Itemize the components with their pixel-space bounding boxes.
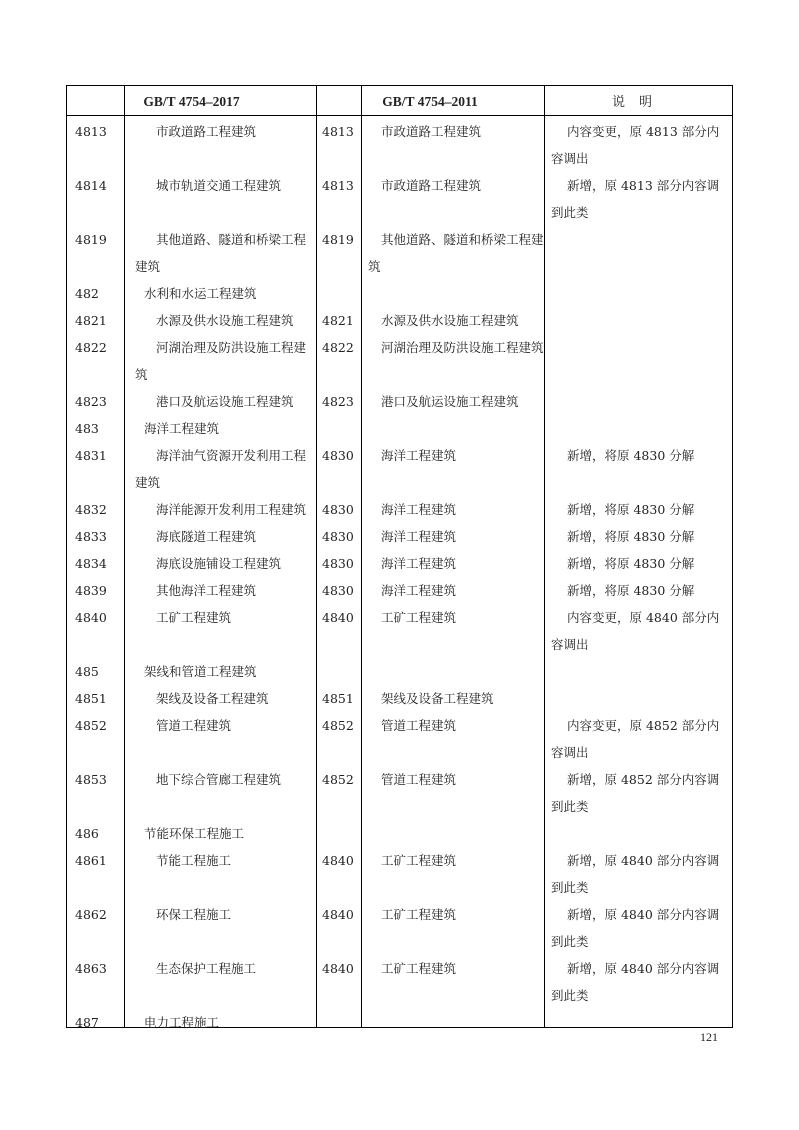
- note-text: 新增，原 4852 部分内容调到此类: [551, 772, 720, 814]
- page-number: 121: [700, 1030, 718, 1044]
- code-2011: 4851: [322, 691, 354, 706]
- name-2017: 地下综合管廊工程建筑: [156, 772, 282, 787]
- name-2011: 管道工程建筑: [381, 718, 457, 733]
- name-2017: 节能环保工程施工: [144, 826, 245, 841]
- note-text: 新增，将原 4830 分解: [567, 583, 695, 598]
- name-2017: 海底设施铺设工程建筑: [156, 556, 282, 571]
- name-2017: 海洋能源开发利用工程建筑: [156, 502, 307, 517]
- code-2017: 4863: [75, 961, 107, 976]
- note-text: 新增，将原 4830 分解: [567, 448, 695, 463]
- code-2017: 486: [75, 826, 99, 841]
- code-2017: 485: [75, 664, 99, 679]
- note-text: 新增，将原 4830 分解: [567, 502, 695, 517]
- note-text: 新增，将原 4830 分解: [567, 529, 695, 544]
- name-2011: 海洋工程建筑: [381, 529, 457, 544]
- name-2011: 工矿工程建筑: [381, 907, 457, 922]
- note-text: 新增，将原 4830 分解: [567, 556, 695, 571]
- code-2011: 4813: [322, 124, 354, 139]
- name-2017: 电力工程施工: [144, 1015, 220, 1030]
- note-text: 新增，原 4840 部分内容调到此类: [551, 961, 720, 1003]
- note-text: 新增，原 4813 部分内容调到此类: [551, 178, 720, 220]
- header-gb2017: GB/T 4754–2017: [143, 94, 240, 109]
- code-2011: 4821: [322, 313, 354, 328]
- name-2017: 管道工程建筑: [156, 718, 232, 733]
- code-2011: 4840: [322, 907, 354, 922]
- code-2017: 4831: [75, 448, 107, 463]
- code-2017: 487: [75, 1015, 99, 1030]
- name-2017: 海洋工程建筑: [144, 421, 220, 436]
- name-2011: 架线及设备工程建筑: [381, 691, 494, 706]
- name-2017: 节能工程施工: [156, 853, 232, 868]
- code-2017: 4814: [75, 178, 107, 193]
- code-2011: 4852: [322, 772, 354, 787]
- header-gb2011: GB/T 4754–2011: [382, 94, 478, 109]
- code-2011: 4823: [322, 394, 354, 409]
- name-2011: 水源及供水设施工程建筑: [381, 313, 519, 328]
- name-2017: 其他海洋工程建筑: [156, 583, 257, 598]
- name-2017: 市政道路工程建筑: [156, 124, 257, 139]
- name-2017: 水源及供水设施工程建筑: [156, 313, 294, 328]
- code-2011: 4819: [322, 232, 354, 247]
- name-2017: 环保工程施工: [156, 907, 232, 922]
- name-2017: 工矿工程建筑: [156, 610, 232, 625]
- code-2017: 4823: [75, 394, 107, 409]
- name-2011: 工矿工程建筑: [381, 961, 457, 976]
- name-2017: 其他道路、隧道和桥梁工程建筑: [135, 232, 307, 274]
- note-text: 新增，原 4840 部分内容调到此类: [551, 907, 720, 949]
- name-2017: 港口及航运设施工程建筑: [156, 394, 294, 409]
- name-2011: 工矿工程建筑: [381, 853, 457, 868]
- name-2017: 海洋油气资源开发利用工程建筑: [135, 448, 307, 490]
- code-2011: 4830: [322, 556, 354, 571]
- note-text: 内容变更，原 4813 部分内容调出: [551, 124, 720, 166]
- name-2017: 生态保护工程施工: [156, 961, 257, 976]
- code-2011: 4822: [322, 340, 354, 355]
- code-2017: 4833: [75, 529, 107, 544]
- name-2017: 架线及设备工程建筑: [156, 691, 269, 706]
- code-2017: 483: [75, 421, 99, 436]
- name-2011: 市政道路工程建筑: [381, 124, 482, 139]
- name-2017: 城市轨道交通工程建筑: [156, 178, 282, 193]
- code-2011: 4813: [322, 178, 354, 193]
- name-2011: 其他道路、隧道和桥梁工程建筑: [368, 232, 544, 274]
- name-2011: 工矿工程建筑: [381, 610, 457, 625]
- note-text: 内容变更，原 4852 部分内容调出: [551, 718, 720, 760]
- code-2017: 4822: [75, 340, 107, 355]
- note-text: 新增，原 4840 部分内容调到此类: [551, 853, 720, 895]
- code-2017: 4839: [75, 583, 107, 598]
- code-2011: 4840: [322, 853, 354, 868]
- code-2017: 482: [75, 286, 99, 301]
- code-2011: 4830: [322, 583, 354, 598]
- name-2011: 海洋工程建筑: [381, 556, 457, 571]
- comparison-table: [66, 85, 733, 1028]
- name-2017: 河湖治理及防洪设施工程建筑: [135, 340, 307, 382]
- code-2017: 4821: [75, 313, 107, 328]
- code-2017: 4851: [75, 691, 107, 706]
- name-2011: 海洋工程建筑: [381, 583, 457, 598]
- name-2017: 水利和水运工程建筑: [144, 286, 257, 301]
- name-2011: 港口及航运设施工程建筑: [381, 394, 519, 409]
- name-2011: 市政道路工程建筑: [381, 178, 482, 193]
- name-2011: 海洋工程建筑: [381, 502, 457, 517]
- name-2011: 管道工程建筑: [381, 772, 457, 787]
- col-divider-standard: [316, 86, 317, 1027]
- name-2017: 海底隧道工程建筑: [156, 529, 257, 544]
- name-2011: 河湖治理及防洪设施工程建筑: [381, 340, 544, 355]
- code-2017: 4834: [75, 556, 107, 571]
- code-2017: 4852: [75, 718, 107, 733]
- code-2017: 4861: [75, 853, 107, 868]
- code-2011: 4830: [322, 529, 354, 544]
- code-2017: 4813: [75, 124, 107, 139]
- name-2017: 架线和管道工程建筑: [144, 664, 257, 679]
- code-2017: 4840: [75, 610, 107, 625]
- code-2011: 4840: [322, 610, 354, 625]
- name-2011: 海洋工程建筑: [381, 448, 457, 463]
- header-note: 说明: [611, 94, 666, 109]
- code-2017: 4853: [75, 772, 107, 787]
- header-divider: [67, 115, 732, 116]
- code-2011: 4852: [322, 718, 354, 733]
- code-2017: 4832: [75, 502, 107, 517]
- code-2011: 4830: [322, 448, 354, 463]
- code-2011: 4830: [322, 502, 354, 517]
- code-2017: 4862: [75, 907, 107, 922]
- code-2017: 4819: [75, 232, 107, 247]
- note-text: 内容变更，原 4840 部分内容调出: [551, 610, 720, 652]
- code-2011: 4840: [322, 961, 354, 976]
